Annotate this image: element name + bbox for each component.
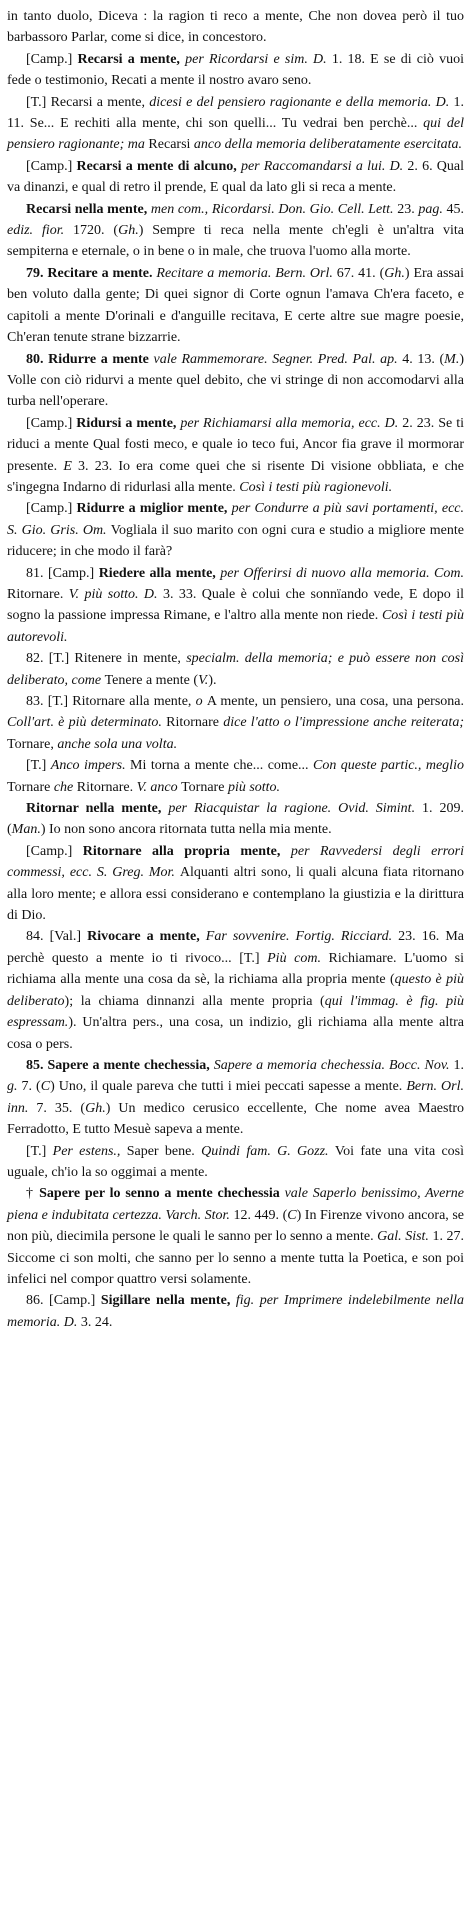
body-text: ) Sempre ti reca nella mente ch'egli è un'altra vita sempiterna e eternale, o in bene o in male, che truova l'uomo alla morte. — [7, 223, 464, 260]
italic-text: Gh. — [118, 223, 139, 239]
italic-text: Gh. — [85, 1100, 106, 1116]
italic-text: V. anco — [136, 779, 182, 795]
entry-headword: 79. Recitare a mente. — [26, 265, 153, 281]
entry-headword: Ridursi a mente, — [76, 415, 177, 431]
italic-text: specialm. della memoria; e può essere non così deliberato, come — [7, 651, 464, 688]
body-text: 82. [T.] Ritenere in mente, — [26, 651, 187, 667]
italic-text: Quindi fam. G. Gozz. — [201, 1143, 335, 1159]
dictionary-paragraph — [7, 798, 464, 841]
dictionary-paragraph — [7, 498, 464, 562]
body-text: 1. — [453, 1057, 464, 1073]
italic-text: ediz. fior. — [7, 223, 74, 239]
body-text: [Camp.] — [26, 415, 77, 431]
italic-text: E — [63, 458, 79, 474]
dictionary-paragraph — [7, 156, 464, 199]
entry-headword: 85. Sapere a mente chechessia, — [26, 1057, 210, 1073]
italic-text: Con queste partic., meglio — [312, 758, 464, 774]
body-text: Richiamare. L'uomo si richiama alla mente una cosa da sè, la richiama alla propria mente ( — [7, 950, 464, 988]
body-text: ) In Firenze vivono ancora, se non più, diecimila persone le quali le sanno per lo senno a mente. — [7, 1207, 464, 1245]
dictionary-paragraph — [7, 199, 464, 263]
body-text: ) Era assai ben voluto dalla gente; Di quei signor di Corte ognun l'amava Ch'era faceto, e capitoli a mente D'orinali e d'anguille recitava, E certe altre sue magre poesie, Ch'eran tenute strane bizzarrie. — [7, 265, 464, 346]
dictionary-paragraph — [7, 648, 464, 691]
body-text: 7. ( — [21, 1079, 41, 1095]
body-text: in tanto duolo, Diceva : la ragion ti reco a mente, Che non dovea però il tuo barbassoro Parlar, come si dice, in concestoro. — [7, 9, 464, 46]
body-text: Alquanti altri sono, li quali alcuna fiata ritornano alla loro mente; e allora essi considerano e contemplano la giustizia e la dirittura di Dio. — [7, 865, 465, 924]
italic-text: V. più sotto. D. — [68, 586, 163, 602]
body-text: Ritornare. — [76, 779, 137, 795]
italic-text: dice l'atto o l'impressione anche reiterata; — [223, 715, 464, 731]
body-text: ) Io non sono ancora ritornata tutta nella mia mente. — [40, 822, 332, 838]
italic-text: Così i testi più autorevoli. — [7, 608, 464, 645]
body-text: 23. 16. Ma perchè questo a mente io ti rivoco... [T.] — [7, 929, 464, 966]
body-text: ) Un medico cerusico eccellente, Che nome avea Maestro Ferradotto, E tutto Mesuè sapeva a mente. — [7, 1100, 465, 1138]
italic-text: fig. per Imprimere indelebilmente nella memoria. D. — [7, 1293, 465, 1330]
italic-text: qui l'immag. è fig. più espressam. — [7, 993, 464, 1031]
dictionary-paragraph — [7, 49, 464, 92]
body-text: [Camp.] — [26, 501, 77, 517]
dictionary-paragraph — [7, 92, 464, 156]
body-text: ) Volle con ciò ridurvi a mente quel debito, che vi stringe di non accomodarvi alla turba nell'operare. — [7, 351, 465, 410]
body-text: 1. 27. Siccome ci son molti, che sanno per lo senno a mente tutta la Poetica, e son poi infelici nel compor quattro versi solamente. — [7, 1229, 465, 1287]
italic-text: C — [40, 1079, 51, 1095]
body-text: 84. [Val.] — [26, 929, 88, 945]
body-text: ). — [208, 672, 217, 688]
body-text: 2. 6. Qual va dinanzi, e qual di retro il prende, E qual da lato gli si reca a mente. — [7, 158, 464, 196]
entry-headword: Ritornare alla propria mente, — [82, 843, 281, 859]
body-text: [T.] — [26, 1143, 53, 1159]
body-text: Ritornare — [166, 715, 224, 731]
italic-text: per Richiamarsi alla memoria, ecc. D. — [176, 415, 403, 431]
body-text: [Camp.] — [26, 843, 83, 859]
entry-headword: Recarsi a mente di alcuno, — [76, 158, 237, 174]
body-text: Voi fate una vita così uguale, ch'io la so oggimai a mente. — [7, 1143, 465, 1180]
italic-text: anco della memoria deliberatamente esercitata. — [193, 137, 463, 153]
dictionary-paragraph — [7, 1183, 464, 1290]
body-text: Saper bene. — [126, 1143, 202, 1159]
italic-text: più sotto. — [227, 779, 281, 795]
italic-text: Gh. — [384, 265, 405, 281]
body-text: A mente, un pensiero, una cosa, una persona. — [206, 694, 464, 709]
italic-text: questo è più deliberato — [7, 972, 464, 1009]
body-text: 1. 18. E se di ciò vuoi fede o testimonio, Recati a mente il nostro avaro seno. — [7, 51, 464, 89]
entry-headword: Recarsi a mente, — [77, 51, 180, 67]
dictionary-paragraph — [7, 1055, 464, 1141]
italic-text: per Condurre a più savi portamenti, ecc. S. Gio. Gris. Om. — [7, 501, 464, 538]
italic-text: V. — [198, 672, 209, 688]
italic-text: Gal. Sist. — [377, 1229, 433, 1245]
body-text: 2. 23. Se ti riduci a mente Qual fosti meco, e quale io teco fui, Ancor fia grave il mormorar presente. — [7, 415, 464, 474]
italic-text: o — [195, 694, 207, 709]
italic-text: dicesi e del pensiero ragionante e della memoria. D. — [149, 94, 454, 110]
italic-text: Far sovvenire. Fortig. Ricciard. — [199, 929, 399, 945]
body-text: [Camp.] — [26, 158, 77, 174]
body-text: 83. [T.] Ritornare alla mente, — [26, 694, 196, 709]
dictionary-paragraph — [7, 413, 464, 499]
italic-text: M. — [444, 351, 460, 367]
italic-text: anche sola una volta. — [57, 736, 178, 752]
italic-text: per Raccomandarsi a lui. D. — [236, 158, 408, 174]
italic-text: che — [53, 779, 77, 795]
dictionary-paragraph — [7, 926, 464, 1054]
dictionary-paragraph — [7, 1141, 464, 1184]
body-text: 3. 33. Quale è colui che sonnïando vede, E dopo il sogno la passione impressa Rimane, e l'altro alla mente non riede. — [7, 586, 465, 624]
italic-text: qui del pensiero ragionante; ma — [7, 116, 464, 153]
body-text: [T.] Recarsi a mente, — [26, 94, 150, 110]
body-text: † — [26, 1186, 40, 1202]
body-text: Ritornare. — [7, 586, 69, 602]
body-text: [T.] — [26, 758, 51, 774]
body-text: 86. [Camp.] — [26, 1293, 101, 1309]
italic-text: Man. — [11, 822, 41, 838]
italic-text: per Ricordarsi e sim. D. — [179, 51, 332, 67]
dictionary-paragraph — [7, 755, 464, 798]
dictionary-paragraph — [7, 263, 464, 349]
entry-headword: Ridurre a miglior mente, — [76, 501, 228, 517]
body-text: 4. 13. ( — [402, 351, 445, 367]
body-text: 1. 209. ( — [7, 801, 464, 838]
body-text: ) Uno, il quale pareva che tutti i miei peccati sapesse a mente. — [50, 1079, 407, 1095]
dictionary-paragraph — [7, 691, 464, 755]
dictionary-paragraph — [7, 6, 464, 49]
entry-headword: Rivocare a mente, — [87, 929, 200, 945]
italic-text: vale Rammemorare. Segner. Pred. Pal. ap. — [148, 351, 403, 367]
italic-text: men com., Ricordarsi. Don. Gio. Cell. Lett. — [147, 201, 398, 217]
body-text: [Camp.] — [26, 51, 78, 67]
body-text: Tornare — [181, 779, 228, 795]
entry-headword: Sapere per lo senno a mente chechessia — [39, 1186, 280, 1202]
entry-headword: Ritornar nella mente, — [26, 801, 162, 817]
body-text: 1. 11. Se... E rechiti alla mente, chi son quelli... Tu vedrai ben perchè... — [7, 94, 464, 132]
body-text: Vogliala il suo marito con ogni cura e studio a migliore mente riducere; in che modo il farà? — [7, 522, 464, 560]
italic-text: Anco impers. — [50, 758, 131, 774]
italic-text: Più com. — [267, 950, 329, 966]
body-text: ). Un'altra pers., una cosa, un indizio, gli richiama alla mente altra cosa o pers. — [7, 1015, 464, 1052]
body-text: Tornare, — [7, 736, 58, 752]
body-text: 81. [Camp.] — [26, 565, 99, 581]
italic-text: Così i testi più ragionevoli. — [239, 479, 393, 495]
italic-text: Sapere a memoria chechessia. Bocc. Nov. — [209, 1057, 454, 1073]
body-text: 3. 23. Io era come quei che si risente Di visione obbliata, e che s'ingegna Indarno di ridurlasi alla mente. — [7, 458, 464, 495]
italic-text: pag. — [418, 201, 447, 217]
body-text: 12. 449. ( — [233, 1207, 288, 1223]
dictionary-paragraph — [7, 563, 464, 649]
italic-text: per Riacquistar la ragione. Ovid. Simint. — [161, 801, 423, 817]
italic-text: Coll'art. è più determinato. — [7, 715, 167, 731]
italic-text: vale Saperlo benissimo, Averne piena e indubitata certezza. Varch. Stor. — [7, 1186, 464, 1223]
italic-text: C — [287, 1207, 297, 1223]
body-text: Tenere a mente ( — [104, 672, 199, 688]
entry-headword: Recarsi nella mente, — [26, 201, 148, 217]
body-text: 23. — [397, 201, 419, 217]
body-text: 7. 35. ( — [36, 1100, 86, 1116]
italic-text: Bern. Orl. inn. — [7, 1079, 464, 1116]
italic-text: per Ravvedersi degli errori commessi, ecc. S. Greg. Mor. — [7, 843, 465, 881]
italic-text: per Offerirsi di nuovo alla memoria. Com. — [215, 565, 464, 581]
body-text: Mi torna a mente che... come... — [130, 758, 313, 774]
italic-text: Per estens., — [52, 1143, 127, 1159]
italic-text: Recitare a memoria. Bern. Orl. — [152, 265, 337, 281]
entry-headword: Sigillare nella mente, — [100, 1293, 231, 1309]
entry-headword: Riedere alla mente, — [98, 565, 216, 581]
body-text: Recarsi — [148, 137, 194, 153]
dictionary-paragraph — [7, 841, 464, 927]
body-text: 3. 24. — [80, 1314, 113, 1330]
dictionary-paragraph — [7, 349, 464, 413]
body-text: ); la chiama dinnanzi alla mente propria ( — [64, 993, 325, 1009]
body-text: 1720. ( — [73, 223, 119, 239]
body-text: 45. — [446, 201, 464, 217]
entry-headword: 80. Ridurre a mente — [26, 351, 149, 367]
body-text: 67. 41. ( — [336, 265, 385, 281]
dictionary-paragraph — [7, 1290, 464, 1333]
italic-text: g. — [7, 1079, 22, 1095]
body-text: Tornare — [7, 779, 54, 795]
